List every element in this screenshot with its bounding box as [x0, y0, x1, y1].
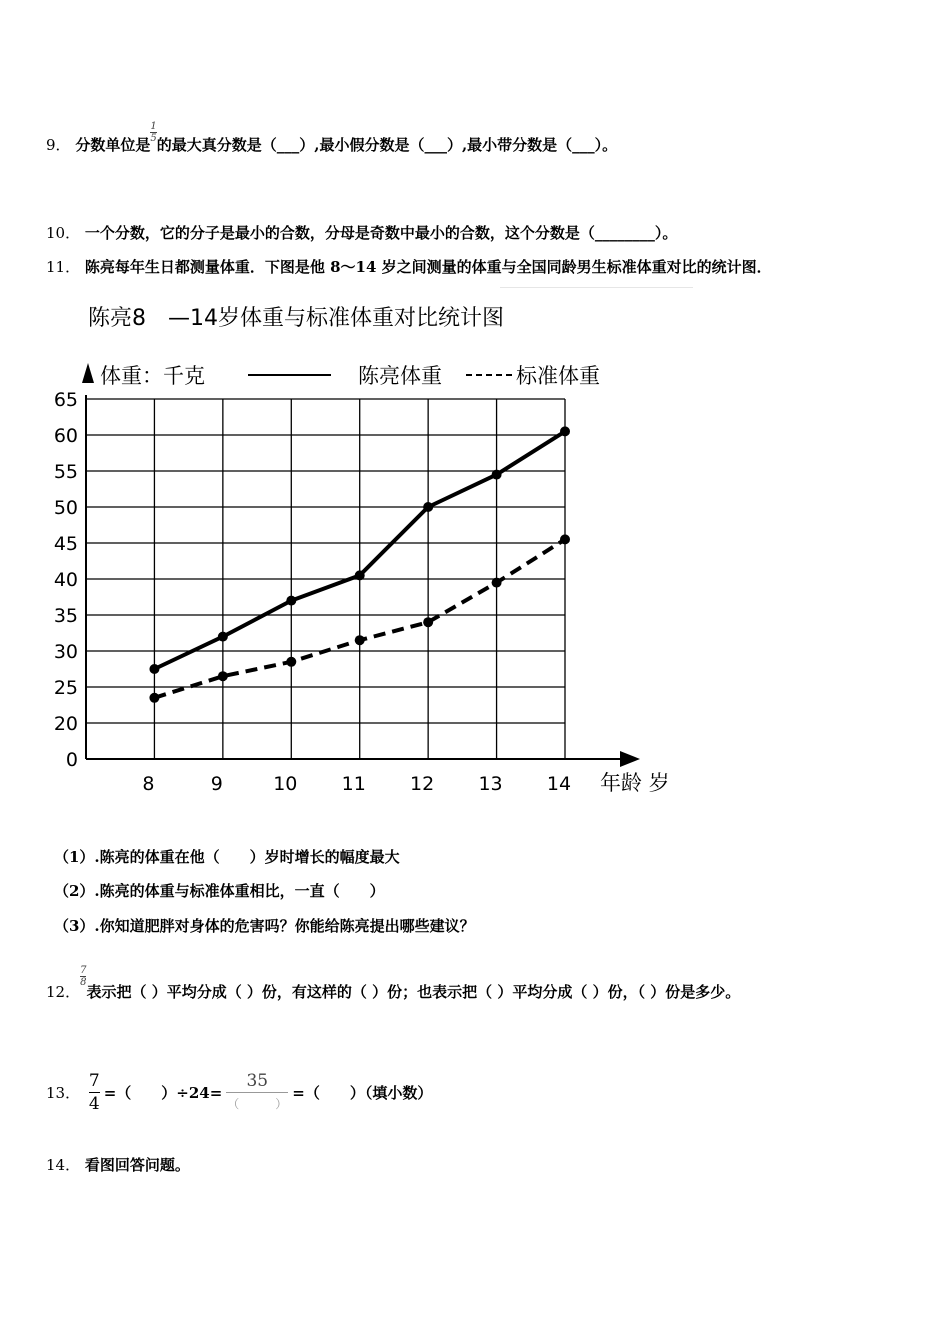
data-point	[492, 470, 502, 480]
sub-question-3: （3）.你知道肥胖对身体的危害吗？你能给陈亮提出哪些建议？	[54, 917, 475, 935]
y-tick-label: 50	[53, 497, 78, 519]
sub-question-1: （1）.陈亮的体重在他（ ）岁时增长的幅度最大	[54, 848, 400, 866]
legend-label: 标准体重	[516, 364, 600, 388]
fraction: $\frac{7}{4}$	[88, 1071, 100, 1114]
question-number: 12．	[46, 983, 81, 1001]
question-text: 分数单位是	[75, 136, 151, 154]
question-text: 一个分数，它的分子是最小的合数，分母是奇数中最小的合数，这个分数是（________）。	[84, 224, 678, 242]
data-point	[286, 596, 296, 606]
y-tick-label: 45	[53, 533, 78, 555]
data-point	[423, 502, 433, 512]
data-point	[149, 664, 159, 674]
question-11	[46, 256, 772, 277]
question-number: 14．	[46, 1156, 81, 1174]
y-tick-label: 35	[53, 605, 78, 627]
divider	[500, 287, 693, 288]
question-text: =（ ）÷24=	[103, 1084, 223, 1102]
y-tick-label: 30	[53, 641, 78, 663]
weight-chart	[46, 290, 696, 810]
data-point	[355, 635, 365, 645]
y-tick-label: 20	[53, 713, 78, 735]
y-tick-label: 65	[53, 389, 78, 411]
data-point	[218, 632, 228, 642]
chart-title: 陈亮8 —14岁体重与标准体重对比统计图	[88, 306, 504, 331]
fraction-blank: 35 （ ）	[226, 1070, 288, 1115]
question-9	[46, 120, 618, 155]
x-axis-arrow-icon	[620, 751, 640, 767]
question-text: 的最大真分数是（___）,最小假分数是（___）,最小带分数是（___）。	[156, 136, 618, 154]
data-point	[218, 671, 228, 681]
sub-question-2: （2）.陈亮的体重与标准体重相比，一直（ ）	[54, 882, 385, 900]
x-tick-label: 10	[273, 773, 298, 795]
x-tick-label: 8	[142, 773, 155, 795]
data-point	[149, 693, 159, 703]
data-point	[286, 657, 296, 667]
x-tick-label: 14	[546, 773, 572, 795]
y-tick-label: 0	[65, 749, 78, 771]
data-point	[492, 578, 502, 588]
question-text: 陈亮每年生日都测量体重．下图是他 8～14 岁之间测量的体重与全国同龄男生标准体重对比的统计图．	[84, 258, 772, 276]
question-text: 表示把（ ）平均分成（ ）份，有这样的（ ）份；也表示把（ ）平均分成（ ）份，（ ）份是多少。	[86, 983, 741, 1001]
y-tick-label: 40	[53, 569, 78, 591]
question-text: 看图回答问题。	[84, 1156, 190, 1174]
question-number: 13．	[46, 1084, 81, 1102]
y-axis-label: 体重：千克	[100, 364, 205, 388]
legend-label: 陈亮体重	[358, 364, 442, 388]
x-axis-label: 年龄 岁	[600, 771, 670, 795]
fraction: $\frac{1}{5}$	[150, 120, 157, 144]
question-text: =（ ）（填小数）	[292, 1084, 433, 1102]
question-number: 10．	[46, 224, 81, 242]
y-tick-label: 60	[53, 425, 78, 447]
y-tick-label: 55	[53, 461, 78, 483]
x-tick-label: 12	[410, 773, 435, 795]
question-12	[46, 964, 741, 1002]
question-10	[46, 222, 677, 243]
data-point	[423, 617, 433, 627]
y-tick-label: 25	[53, 677, 78, 699]
question-14	[46, 1154, 190, 1175]
data-point	[355, 570, 365, 580]
x-tick-label: 11	[341, 773, 366, 795]
x-tick-label: 13	[478, 773, 503, 795]
y-axis-arrow-icon	[82, 363, 94, 383]
question-13	[46, 1070, 432, 1115]
fraction: $\frac{7}{8}$	[80, 964, 87, 988]
x-tick-label: 9	[210, 773, 223, 795]
data-point	[560, 534, 570, 544]
data-point	[560, 426, 570, 436]
question-number: 11．	[46, 258, 81, 276]
question-number: 9．	[46, 136, 71, 154]
